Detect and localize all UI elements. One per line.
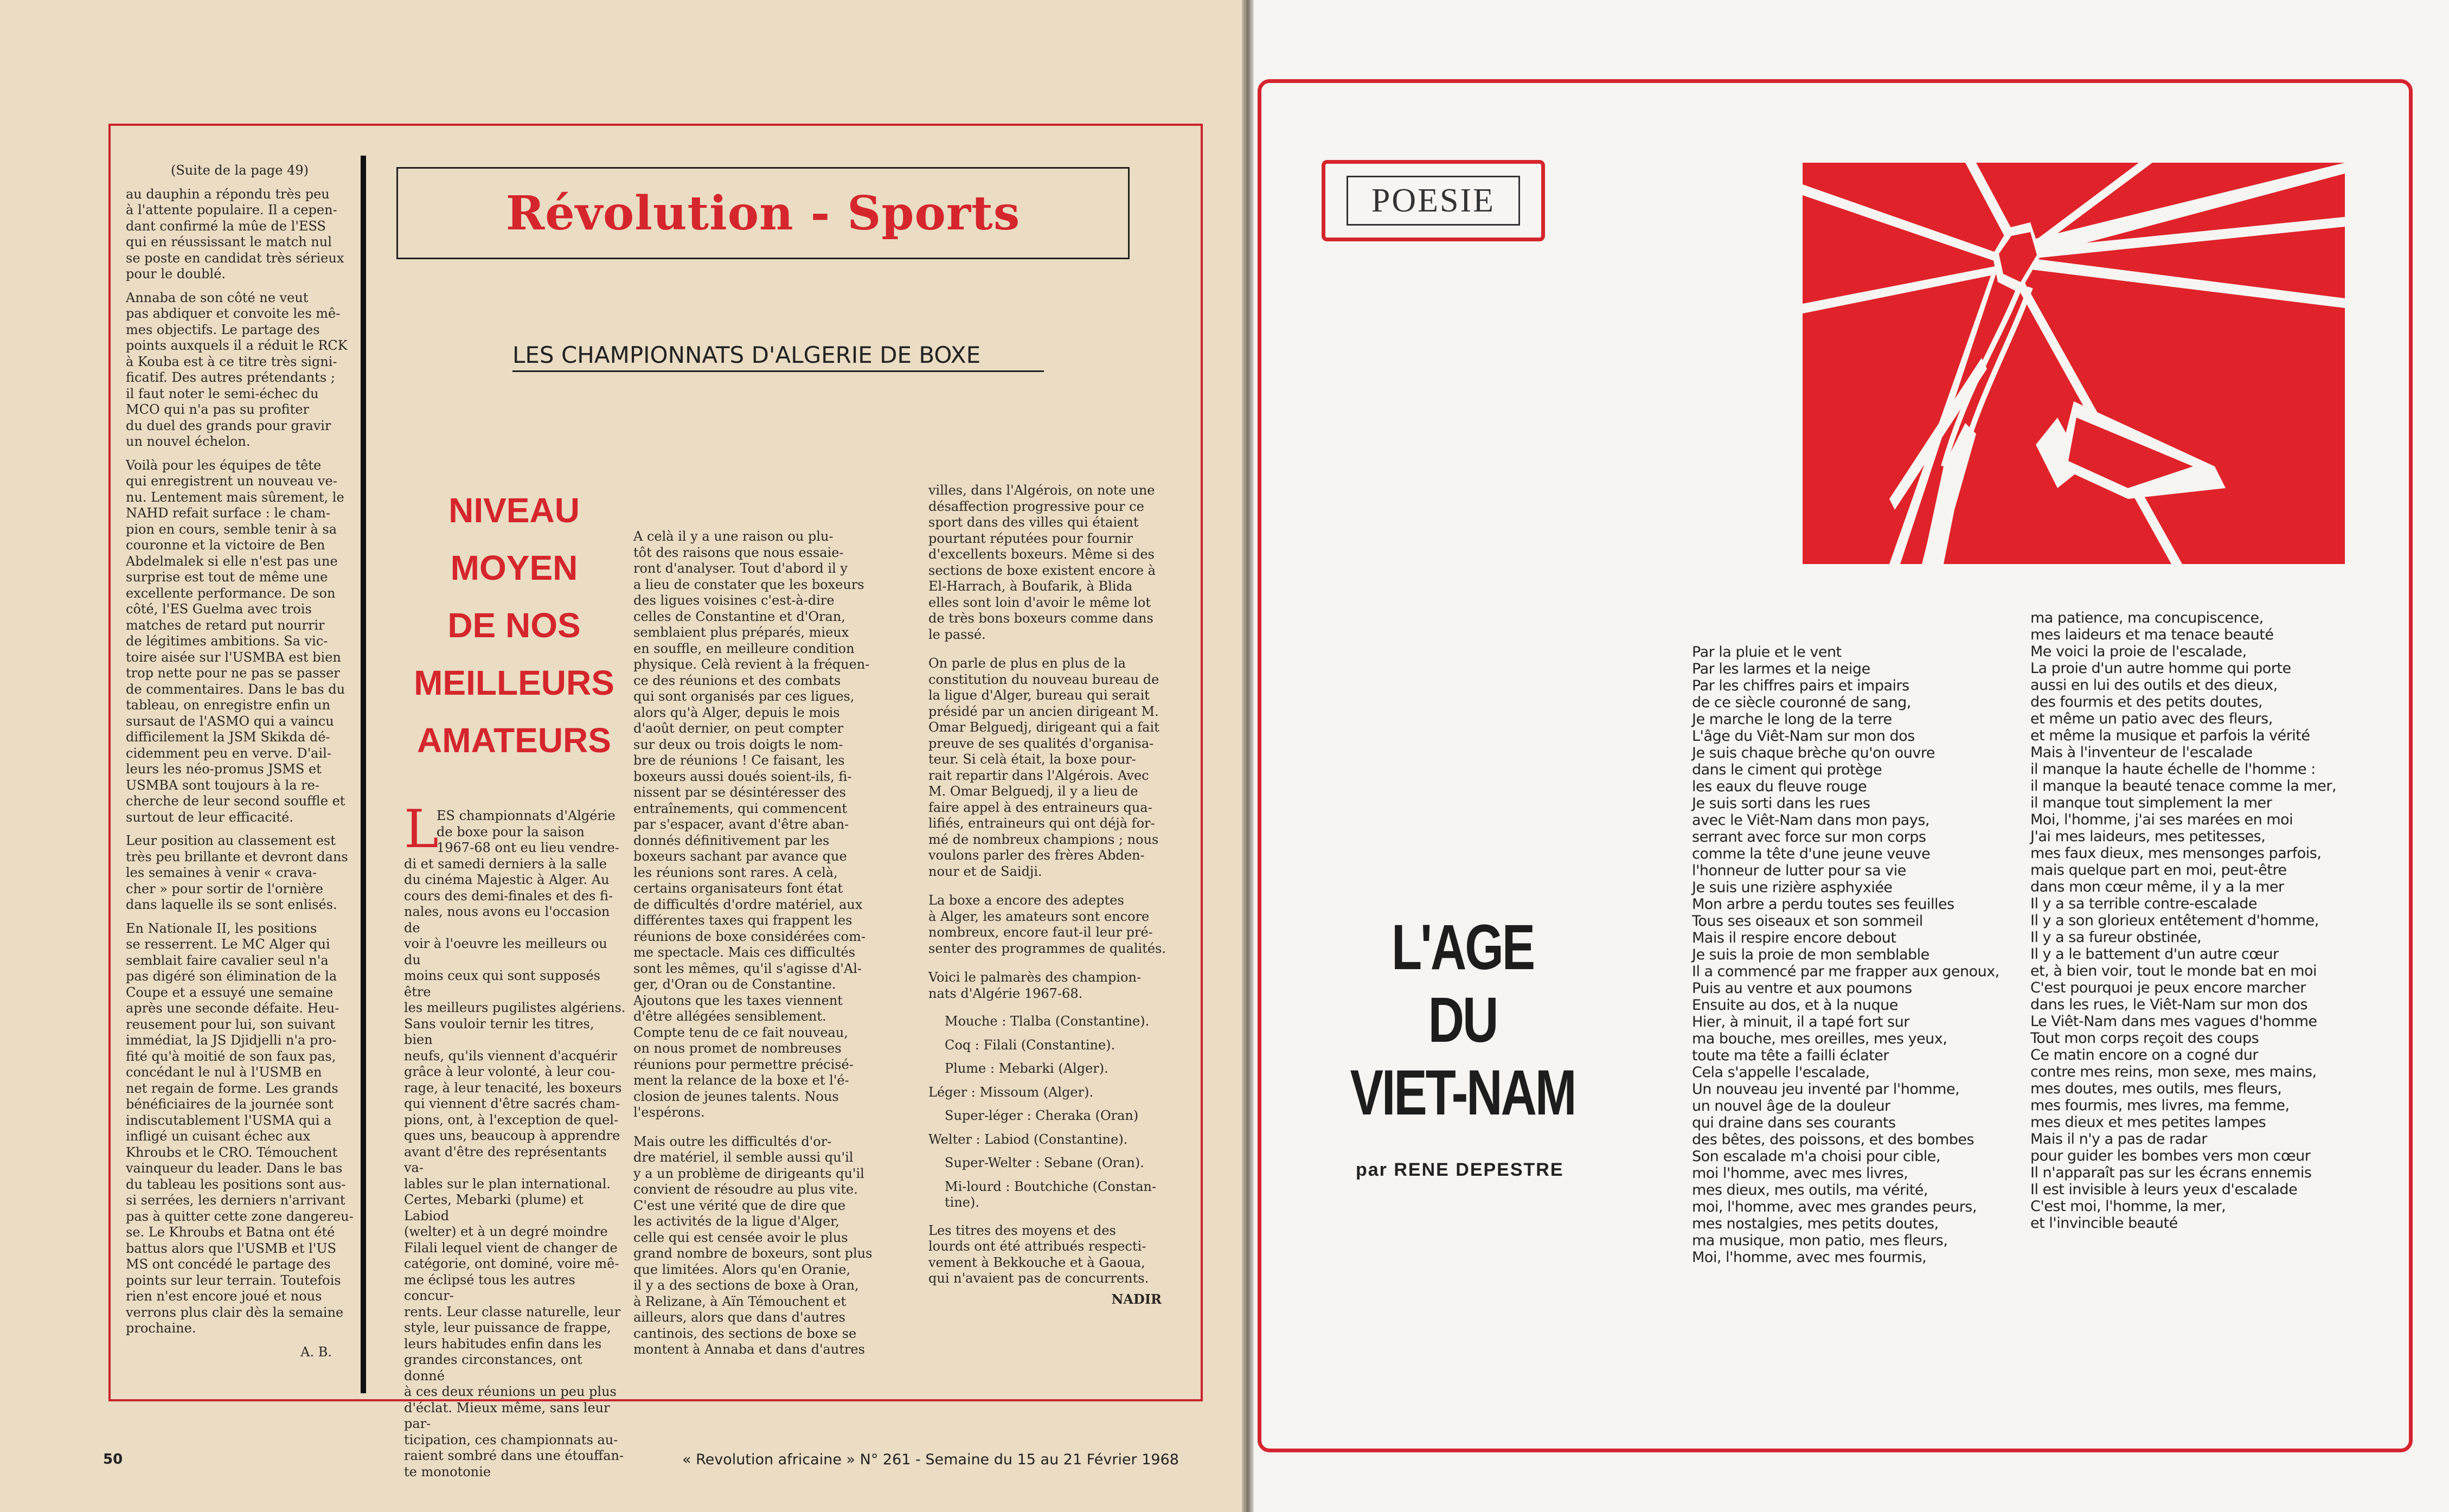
page-gutter bbox=[1242, 0, 1254, 1512]
result-line: Plume : Mebarki (Alger). bbox=[945, 1061, 1108, 1076]
article-paragraph: Mais outre les difficultés d'or- dre matériel, il semble aussi qu'il y a un problème de dirigeants qu'il convient de résoudre au plus vite. C'est une vérité que de dire que les activités de la ligue d'Alger, celle qui est censée avoir le plus grand nombre de boxeurs, sont plus que limitées. Alors qu'en Oranie, il y a des sections de boxe à Oran, à Relizane, à Aïn Témouchent et ailleurs, alors que dans d'autres cantinois, des sections de boxe se montent à Annaba et dans d'autres bbox=[633, 1133, 873, 1357]
poem-byline: par RENE DEPESTRE bbox=[1356, 1159, 1564, 1180]
article-headline bbox=[400, 482, 628, 769]
drop-cap: L bbox=[404, 799, 439, 860]
continued-note: (Suite de la page 49) bbox=[171, 163, 309, 178]
section-label: POESIE bbox=[1371, 182, 1496, 219]
headline-line: NIVEAU bbox=[448, 491, 580, 530]
woodcut-illustration bbox=[1803, 163, 2345, 564]
article-paragraph: On parle de plus en plus de la constitution du nouveau bureau de la ligue d'Alger, bureau qui serait présidé par un ancien dirigeant M. Omar Belguedj, dirigeant qui a fait preuve de ses qualités d'organisa- teur. Si celà était, la boxe pour- rait repartir dans l'Algérois. Avec M. Omar Belguedj, il y a lieu de faire appel à des entraineurs qua- lifiés, entraineurs qui ont déjà for- mé de nombreux champions ; nous voulons parler des frères Abden- nour et de Saidji. bbox=[928, 656, 1159, 879]
article-lead: ES championnats d'Algérie de boxe pour la saison 1967-68 ont eu lieu vendre- bbox=[437, 808, 619, 855]
poem-title-line: L'AGE bbox=[1392, 912, 1534, 983]
article-column-3 bbox=[928, 483, 1167, 1307]
article-paragraph: villes, dans l'Algérois, on note une désaffection progressive pour ce sport dans des villes qui étaient pourtant réputées pour fournir d'excellents boxeurs. Même si des sections de boxe existent encore à El-Harrach, à Boufarik, à Blida elles sont loin d'avoir le même lot de très bons boxeurs comme dans le passé. bbox=[928, 483, 1156, 642]
sidebar-column bbox=[126, 163, 354, 1360]
section-label-inner bbox=[1347, 176, 1520, 226]
page-number: 50 bbox=[103, 1451, 123, 1468]
article-subtitle: LES CHAMPIONNATS D'ALGERIE DE BOXE bbox=[512, 342, 1044, 372]
woodcut-figure-graphic bbox=[1803, 163, 2345, 564]
headline-line: MEILLEURS bbox=[414, 663, 614, 702]
result-line: Super-léger : Cheraka (Oran) bbox=[945, 1108, 1139, 1123]
section-label-box bbox=[1322, 160, 1545, 241]
result-line: Super-Welter : Sebane (Oran). bbox=[945, 1155, 1144, 1170]
sidebar-signature: A. B. bbox=[300, 1344, 332, 1360]
headline-line: DE NOS bbox=[447, 606, 581, 645]
article-paragraph: La boxe a encore des adeptes à Alger, les amateurs sont encore nombreux, encore faut-il leur pré- senter des programmes de qualités. bbox=[928, 893, 1166, 956]
headline-line: MOYEN bbox=[450, 548, 578, 587]
poem-title bbox=[1344, 911, 1581, 1129]
result-line: Léger : Missoum (Alger). bbox=[928, 1084, 1094, 1100]
article-column-2 bbox=[633, 529, 888, 1358]
article-paragraph: Les titres des moyens et des lourds ont été attribués respecti- vement à Bekkouche et à Gaoua, qui n'avaient pas de concurrents. bbox=[928, 1222, 1149, 1286]
result-line: Mi-lourd : Boutchiche (Constan- tine). bbox=[945, 1178, 1157, 1210]
poem-column-1: Par la pluie et le vent Par les larmes et la neige Par les chiffres pairs et impairs de ce siècle couronné de sang, Je marche le long de la terre L'âge du Viêt-Nam sur mon dos Je suis chaque brèche qu'on ouvre dans le ciment qui protège les eaux du fleuve rouge Je suis sorti dans les rues avec le Viêt-Nam dans mon pays, serrant avec force sur mon corps comme la tête d'une jeune veuve l'honneur de lutter pour sa vie Je suis une rizière asphyxiée Mon arbre a perdu toutes ses feuilles Tous ses oiseaux et son sommeil Mais il respire encore debout Je suis la proie de mon semblable Il a commencé par me frapper aux genoux, Puis au ventre et aux poumons Ensuite au dos, et à la nuque Hier, à minuit, il a tapé fort sur ma bouche, mes oreilles, mes yeux, toute ma tête a failli éclater Cela s'appelle l'escalade, Un nouveau jeu inventé par l'homme, un nouvel âge de la douleur qui draine dans ses courants des bêtes, des poissons, et des bombes Son escalade m'a choisi pour cible, moi l'homme, avec mes livres, mes dieux, mes outils, ma vérité, moi, l'homme, avec mes grandes peurs, mes nostalgies, mes petits doutes, ma musique, mon patio, mes fleurs, Moi, l'homme, avec mes fourmis, bbox=[1692, 644, 1999, 1266]
sidebar-paragraph: Annaba de son côté ne veut pas abdiquer et convoite les mê- mes objectifs. Le partage des points auxquels il a réduit le RCK à Kouba est à ce titre très signi- ficatif. Des autres prétendants ; il faut noter le semi-échec du MCO qui n'a pas su profiter du duel des grands pour gravir un nouvel échelon. bbox=[126, 290, 348, 449]
article-paragraph: di et samedi derniers à la salle du cinéma Majestic à Alger. Au cours des demi-finales et des fi- nales, nous avons eu l'occasion de voir à l'oeuvre les meilleurs ou du moins ceux qui sont supposés être les meilleurs pugilistes algériens. Sans vouloir ternir les titres, bien neufs, qu'ils viennent d'acquérir grâce à leur volonté, à leur cou- rage, à leur tenacité, les boxeurs qui viennent d'être sacrés cham- pions, ont, à l'exception de quel- ques uns, beaucoup à apprendre avant d'être des représentants va- lables sur le plan international. Certes, Mebarki (plume) et Labiod (welter) et à un degré moindre Filali lequel vient de changer de catégorie, ont dominé, voire mê- me éclipsé tous les autres concur- rents. Leur classe naturelle, leur style, leur puissance de frappe, leurs habitudes enfin dans les grandes circonstances, ont donné à ces deux réunions un peu plus d'éclat. Mieux même, sans leur par- ticipation, ces championnats au- raient sombré dans une étouffan- te monotonie bbox=[404, 856, 626, 1479]
poem-title-line: DU bbox=[1428, 984, 1497, 1056]
result-line: Coq : Filali (Constantine). bbox=[945, 1037, 1115, 1053]
sidebar-paragraph: En Nationale II, les positions se resserrent. Le MC Alger qui semblait faire cavalier seul n'a pas digéré son élimination de la Coupe et a essuyé une semaine après une seconde défaite. Heu- reusement pour lui, son suivant immédiat, la JS Djidjelli n'a pro- fité qu'à moitié de son faux pas, concédant le nul à l'USMB en net regain de forme. Les grands bénéficiaires de la journée sont indiscutablement l'USMA qui a infligé un cuisant échec aux Khroubs et le CRO. Témouchent vainqueur du leader. Dans le bas du tableau les positions sont aus- si serrées, les derniers n'arrivant pas à quitter cette zone dangereu- se. Le Khroubs et Batna ont été battus alors que l'USMB et l'US MS ont concédé le partage des points sur leur terrain. Toutefois rien n'est encore joué et nous verrons plus clair dès la semaine prochaine. bbox=[126, 920, 354, 1336]
article-signature: NADIR bbox=[1111, 1291, 1162, 1307]
poem-column-2: ma patience, ma concupiscence, mes laideurs et ma tenace beauté Me voici la proie de l'escalade, La proie d'un autre homme qui porte aussi en lui des outils et des dieux, des fourmis et des petits doutes, et même un patio avec des fleurs, et même la musique et parfois la vérité Mais à l'inventeur de l'escalade il manque la haute échelle de l'homme : il manque la beauté tenace comme la mer, il manque tout simplement la mer Moi, l'homme, j'ai ses marées en moi J'ai mes laideurs, mes petitesses, mes faux dieux, mes mensonges parfois, mais quelque part en moi, peut-être dans mon cœur même, il y a la mer Il y a sa terrible contre-escalade Il y a son glorieux entêtement d'homme, Il y a sa fureur obstinée, Il y a le battement d'un autre cœur et, à bien voir, tout le monde bat en moi C'est pourquoi je peux encore marcher dans les rues, le Viêt-Nam sur mon dos Le Viêt-Nam dans mes vagues d'homme Tout mon corps reçoit des coups Ce matin encore on a cogné dur contre mes reins, mon sexe, mes mains, mes doutes, mes outils, mes fleurs, mes fourmis, mes livres, ma femme, mes dieux et mes petites lampes Mais il n'y a pas de radar pour guider les bombes vers mon cœur Il n'apparaît pas sur les écrans ennemis Il est invisible à leurs yeux d'escalade C'est moi, l'homme, la mer, et l'invincible beauté bbox=[2030, 610, 2337, 1232]
poem-title-line: VIET-NAM bbox=[1350, 1057, 1575, 1129]
article-paragraph: Voici le palmarès des champion- nats d'Algérie 1967-68. bbox=[928, 970, 1142, 1001]
article-paragraph: A celà il y a une raison ou plu- tôt des raisons que nous essaie- ront d'analyser. Tout d'abord il y a lieu de constater que les boxeurs des ligues voisines c'est-à-dire celles de Constantine et d'Oran, semblaient plus préparés, mieux en souffle, en meilleure condition physique. Celà revient à la fréquen- ce des réunions et des combats qui sont organisés par ces ligues, alors qu'à Alger, depuis le mois d'août dernier, on peut compter sur deux ou trois doigts le nom- bre de réunions ! Ce faisant, les boxeurs aussi doués soient-ils, fi- nissent par se désintéresser des entraînements, qui commencent par s'espacer, avant d'être aban- donnés définitivement par les boxeurs sachant par avance que les réunions sont rares. A celà, certains organisateurs font état de difficultés d'ordre matériel, aux différentes taxes qui frappent les réunions de boxe considérées com- me spectacle. Mais ces difficultés sont les mêmes, qu'il s'agisse d'Al- ger, d'Oran ou de Constantine. Ajoutons que les taxes viennent d'être allégées sensiblement. Compte tenu de ce fait nouveau, on nous promet de nombreuses réunions pour permettre précisé- ment la relance de la boxe et l'é- closion de jeunes talents. Nous l'espérons. bbox=[633, 529, 870, 1120]
sidebar-paragraph: Voilà pour les équipes de tête qui enregistrent un nouveau ve- nu. Lentement mais sûrement, le NAHD refait surface : le cham- pion en cours, semble tenir à sa couronne et la victoire de Ben Abdelmalek si elle n'est pas une surprise est tout de même une excellente performance. De son côté, l'ES Guelma avec trois matches de retard put nourrir de légitimes ambitions. Sa vic- toire aisée sur l'USMBA est bien trop nette pour ne pas se passer de commentaires. Dans le bas du tableau, on enregistre enfin un sursaut de l'ASMO qui a vaincu difficilement la JSM Skikda dé- cidemment peu en verve. D'ail- leurs les néo-promus JSMS et USMBA sont toujours à la re- cherche de leur second souffle et surtout de leur efficacité. bbox=[126, 457, 345, 825]
column-divider-bar bbox=[361, 156, 366, 1393]
section-title: Révolution - Sports bbox=[505, 185, 1021, 241]
result-line: Mouche : Tlalba (Constantine). bbox=[945, 1014, 1150, 1029]
sidebar-paragraph: au dauphin a répondu très peu à l'attente populaire. Il a cepen- dant confirmé la mûe de l'ESS qui en réussissant le match nul se poste en candidat très sérieux pour le doublé. bbox=[126, 186, 344, 281]
headline-line: AMATEURS bbox=[417, 721, 611, 760]
right-page bbox=[1254, 0, 2449, 1512]
section-title-box bbox=[396, 167, 1130, 259]
sidebar-paragraph: Leur position au classement est très peu brillante et devront dans les semaines à venir « crava- cher » pour sortir de l'ornière dans laquelle ils se sont enlisés. bbox=[126, 833, 348, 912]
article-column-1 bbox=[404, 799, 626, 1480]
result-line: Welter : Labiod (Constantine). bbox=[928, 1131, 1128, 1147]
footer-text: « Revolution africaine » N° 261 - Semaine du 15 au 21 Février 1968 bbox=[682, 1451, 1179, 1468]
